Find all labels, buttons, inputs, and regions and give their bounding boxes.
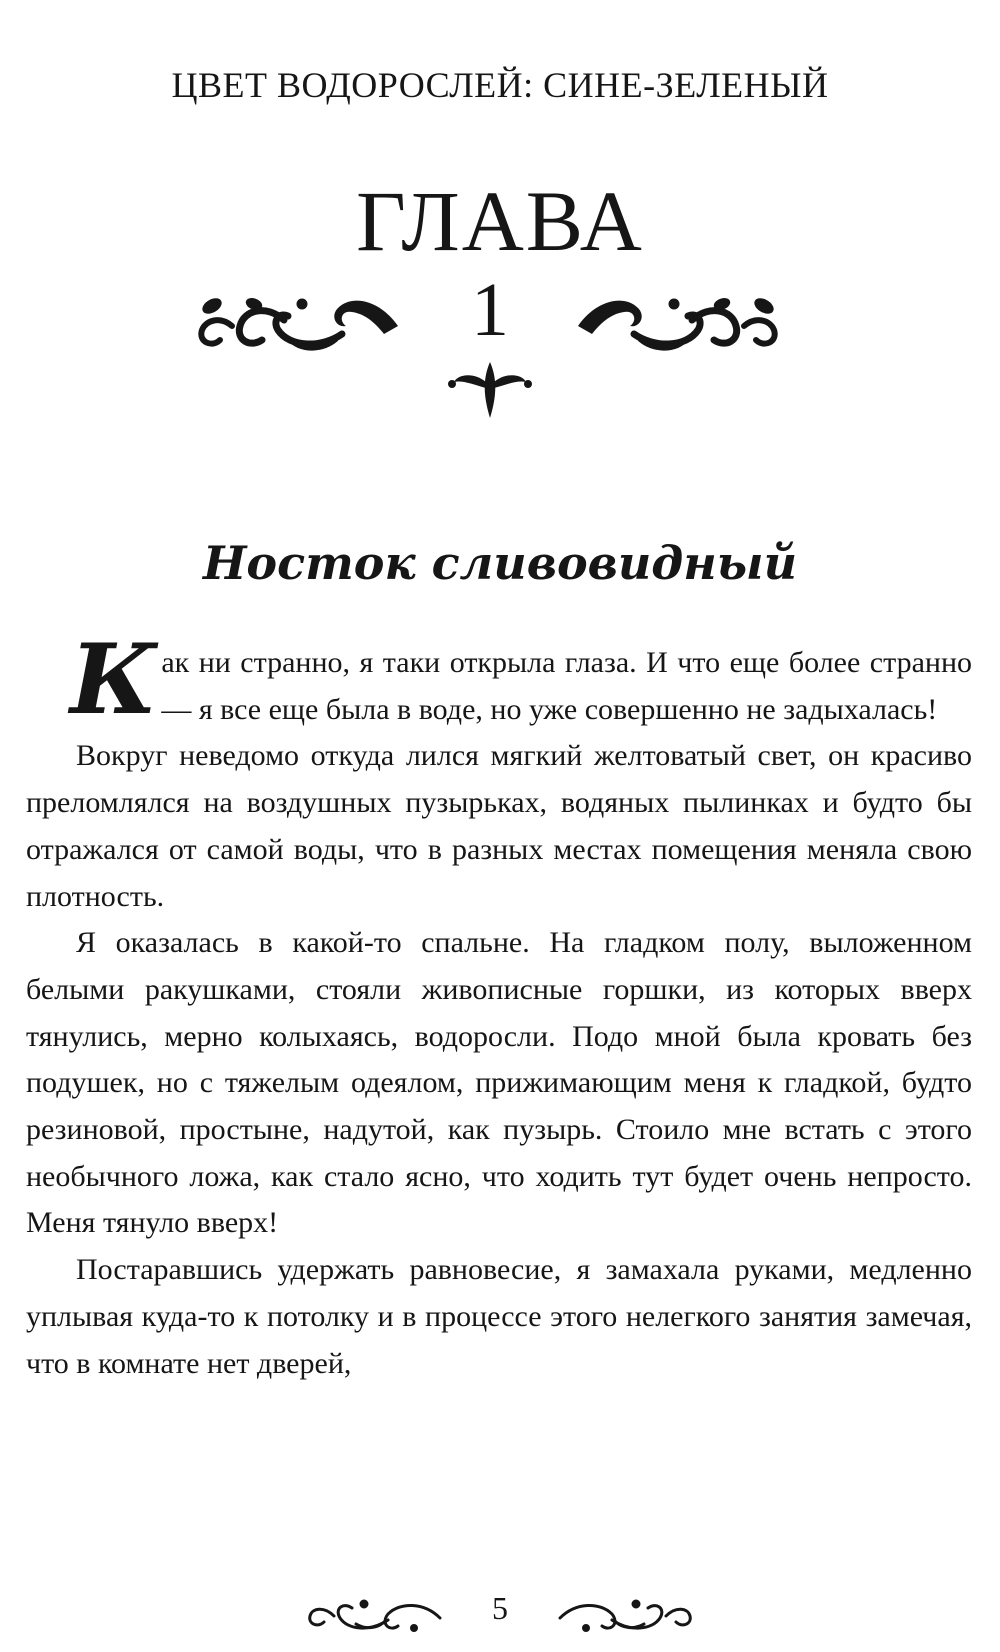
paragraph: Постаравшись удержать равновесие, я замахала руками, медленно уплывая куда-то к потолку и в процессе этого нелегкого занятия замечая, что в комнате нет дверей, bbox=[26, 1253, 972, 1380]
section-title: Ностoк сливовидный bbox=[202, 536, 798, 590]
page-footer bbox=[0, 1584, 1000, 1640]
footer-ornament-left-icon bbox=[304, 1594, 444, 1634]
chapter-heading: ГЛАВА bbox=[356, 173, 644, 269]
scroll-ornament-left-icon bbox=[192, 286, 404, 354]
chapter-number: 1 bbox=[471, 268, 509, 352]
paragraph bbox=[26, 623, 972, 736]
paragraph: Вокруг неведомо откуда лился мягкий желтоватый свет, он красиво преломлялся на воздушных пузырьках, водяных пылинках и будто бы отражался от самой воды, что в разных местах помещения меняла свою плотность. bbox=[26, 739, 972, 913]
body-text bbox=[26, 623, 972, 1387]
scroll-ornament-right-icon bbox=[572, 286, 784, 354]
paragraph: Я оказалась в какой-то спальне. На гладком полу, выложенном белыми ракушками, стояли живописные горшки, из которых вверх тянулись, мерно колыхаясь, водоросли. Подо мной была кровать без подушек, но с тяжелым одеялом, прижимающим меня к гладкой, будто резиновой, простыне, надутой, как пузырь. Стоило мне встать с этого необычного ложа, как стало ясно, что ходить тут будет очень непросто. Меня тянуло вверх! bbox=[26, 926, 972, 1240]
page-number: 5 bbox=[492, 1590, 508, 1626]
drop-cap: К bbox=[70, 623, 158, 736]
paragraph-text: ак ни странно, я таки открыла глаза. И что еще более странно — я все еще была в воде, но уже совершенно не задыхалась! bbox=[161, 646, 972, 726]
footer-ornament-right-icon bbox=[556, 1594, 696, 1634]
fleuron-drop-icon bbox=[440, 358, 540, 422]
running-head: ЦВЕТ ВОДОРОСЛЕЙ: СИНЕ-ЗЕЛЕНЫЙ bbox=[171, 65, 829, 105]
chapter-number-row bbox=[0, 268, 1000, 398]
